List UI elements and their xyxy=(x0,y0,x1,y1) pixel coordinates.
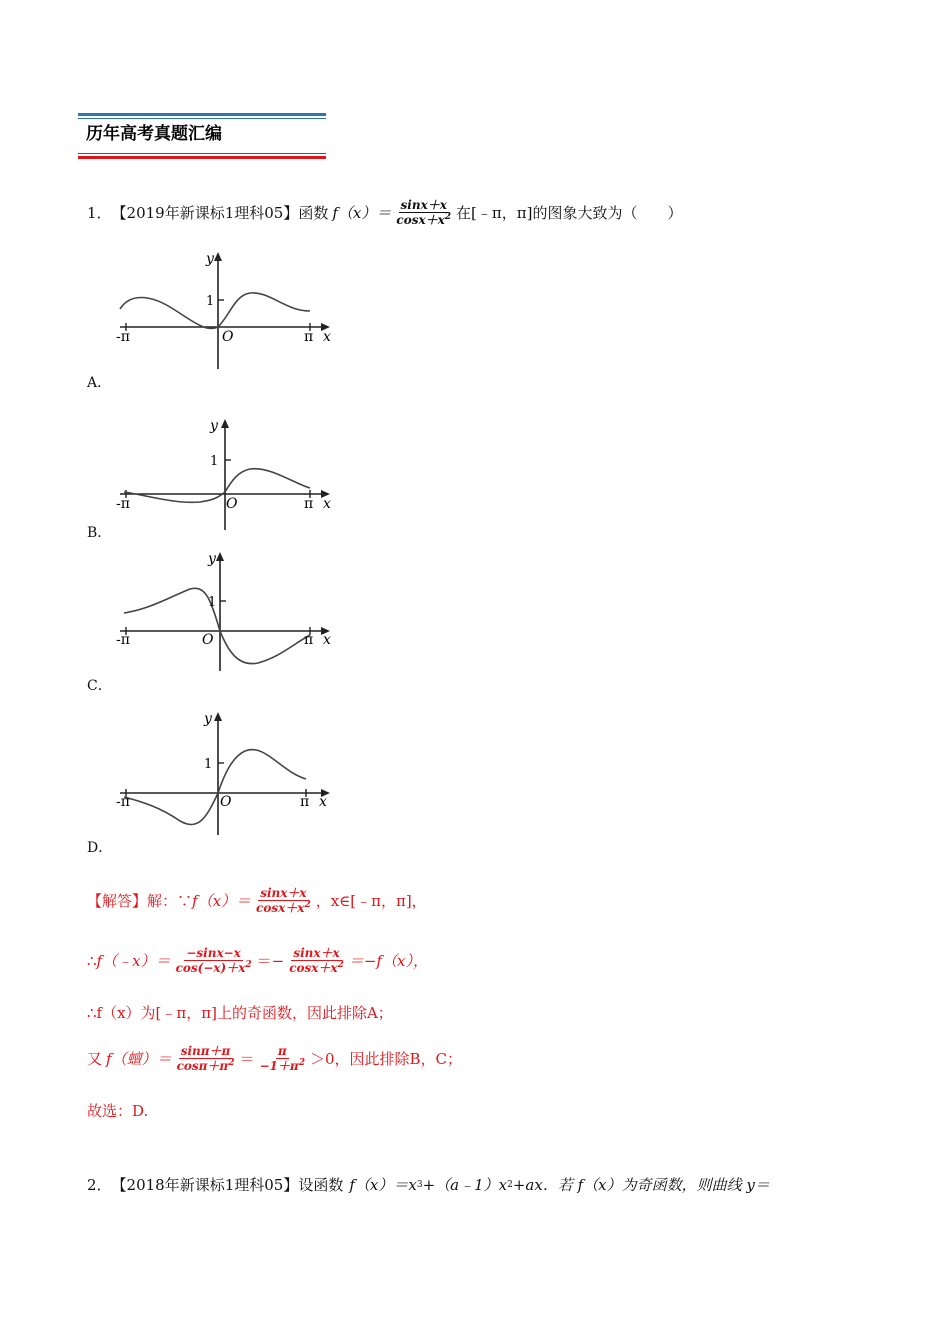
y-label: y xyxy=(208,551,216,567)
origin-label: O xyxy=(226,496,238,512)
function-expression-part: +（a﹣1）x xyxy=(422,1176,508,1194)
function-expression: f（x）＝ xyxy=(192,892,252,910)
y-label: y xyxy=(204,711,212,727)
solution-text: 又 xyxy=(87,1050,103,1068)
neg-pi-label: -π xyxy=(116,794,130,810)
header-top-rule xyxy=(78,113,326,116)
solution-fraction xyxy=(254,886,313,915)
fraction-denominator xyxy=(175,1059,237,1073)
solution-text: 解：∵ xyxy=(147,892,193,910)
function-curve xyxy=(124,469,310,503)
question-source: 【2019年新课标1理科05】 xyxy=(111,204,299,222)
fraction-numerator: sinx＋x xyxy=(293,946,340,960)
one-label: 1 xyxy=(208,595,217,610)
stem-text-end: 在[﹣π，π]的图象大致为（ ） xyxy=(456,204,683,222)
solution-answer: 故选：D. xyxy=(87,1102,149,1120)
denominator-text: cosx＋x xyxy=(289,961,338,975)
solution-tag: 【解答】 xyxy=(87,892,148,910)
x-label: x xyxy=(323,496,331,512)
one-label: 1 xyxy=(204,757,213,772)
graph-option-b xyxy=(110,412,340,532)
origin-label: O xyxy=(202,632,214,648)
origin-label: O xyxy=(222,329,234,345)
exponent: 2 xyxy=(337,960,344,970)
solution-text-end: ＞0，因此排除B，C； xyxy=(309,1050,463,1068)
solution-line-2 xyxy=(87,946,428,975)
pi-label: π xyxy=(304,632,314,648)
pi-label: π xyxy=(300,794,310,810)
header-bottom-rule-thin xyxy=(78,153,326,154)
exponent: 2 xyxy=(304,900,311,910)
y-arrow-icon xyxy=(216,552,224,561)
y-arrow-icon xyxy=(221,419,229,428)
exponent: 2 xyxy=(228,1058,235,1068)
stem-text: 设函数 xyxy=(298,1176,344,1194)
question-1-stem xyxy=(87,198,682,227)
y-label: y xyxy=(206,251,214,267)
question-2-stem: 2． 【2018年新课标1理科05】 设函数 f（x）＝x 3 +（a﹣1）x 2 +ax．若 f（x）为奇函数，则曲线 y＝ xyxy=(87,1176,770,1194)
function-curve xyxy=(124,588,310,663)
denominator-text: cos(−x)＋x xyxy=(175,961,246,975)
question-number: 2． xyxy=(87,1176,112,1194)
therefore-symbol: ∴ xyxy=(87,951,97,970)
origin-label: O xyxy=(220,794,232,810)
solution-operator: ＝− xyxy=(256,952,285,970)
solution-line-5 xyxy=(87,1100,148,1121)
solution-line-4 xyxy=(87,1044,462,1073)
option-b-label: B． xyxy=(87,525,112,541)
question-number: 1． xyxy=(87,204,112,222)
option-d-label: D． xyxy=(87,840,113,856)
denominator-text: cosx＋x xyxy=(256,901,305,915)
exponent: 2 xyxy=(245,960,252,970)
neg-pi-label: -π xyxy=(116,496,130,512)
denominator-text: cosx＋x xyxy=(396,213,445,227)
fraction-denominator xyxy=(287,961,346,975)
one-label: 1 xyxy=(206,294,215,309)
fraction-denominator xyxy=(174,961,254,975)
solution-fraction-2 xyxy=(258,1044,307,1073)
x-label: x xyxy=(319,794,327,810)
function-curve xyxy=(124,750,306,825)
fraction-denominator xyxy=(254,901,313,915)
solution-text: ∴f（x）为[﹣π，π]上的奇函数，因此排除A； xyxy=(87,1004,393,1022)
exponent: 2 xyxy=(444,212,452,222)
solution-text-end: ，x∈[﹣π，π]， xyxy=(315,892,427,910)
fraction-denominator xyxy=(258,1059,307,1073)
pi-label: π xyxy=(304,329,314,345)
solution-line-1 xyxy=(87,886,427,915)
solution-line-3 xyxy=(87,1002,393,1023)
option-a-label: A． xyxy=(87,375,112,391)
function-expression: f（x）＝x xyxy=(349,1176,417,1194)
y-arrow-icon xyxy=(214,712,222,721)
denominator-text: −1＋π xyxy=(259,1059,299,1073)
solution-text-end: ＝−f（x）， xyxy=(348,952,428,970)
fraction-numerator: sinπ＋π xyxy=(180,1044,231,1058)
fraction-numerator: sinx＋x xyxy=(400,198,447,212)
solution-operator: ＝ xyxy=(239,1050,255,1068)
x-label: x xyxy=(323,329,331,345)
stem-text: 函数 xyxy=(298,204,329,222)
solution-fraction-2 xyxy=(287,946,346,975)
neg-pi-label: -π xyxy=(116,329,130,345)
exponent: 2 xyxy=(298,1058,305,1068)
function-expression: f（x）＝ xyxy=(332,204,392,222)
function-expression: f（﹣x）＝ xyxy=(96,952,171,970)
one-label: 1 xyxy=(210,454,219,469)
pi-label: π xyxy=(304,496,314,512)
function-fraction xyxy=(394,198,453,227)
header-bottom-rule xyxy=(78,156,326,159)
graph-option-c xyxy=(110,545,340,675)
denominator-text: cosπ＋π xyxy=(176,1059,229,1073)
solution-fraction-1 xyxy=(174,946,254,975)
function-curve xyxy=(120,293,310,329)
fraction-denominator xyxy=(394,213,453,227)
option-c-label: C． xyxy=(87,678,112,694)
graph-option-a xyxy=(110,245,340,375)
fraction-numerator: −sinx−x xyxy=(186,946,241,960)
graph-option-d xyxy=(110,705,340,840)
y-arrow-icon xyxy=(214,252,222,261)
solution-fraction-1 xyxy=(175,1044,237,1073)
section-title: 历年高考真题汇编 xyxy=(86,124,222,144)
y-label: y xyxy=(210,418,218,434)
neg-pi-label: -π xyxy=(116,632,130,648)
x-label: x xyxy=(323,632,331,648)
fraction-numerator: π xyxy=(277,1044,287,1058)
stem-text-end: +ax．若 f（x）为奇函数，则曲线 y＝ xyxy=(512,1176,770,1194)
function-expression: f（蟺）＝ xyxy=(106,1050,172,1068)
question-source: 【2018年新课标1理科05】 xyxy=(111,1176,299,1194)
fraction-numerator: sinx＋x xyxy=(260,886,307,900)
